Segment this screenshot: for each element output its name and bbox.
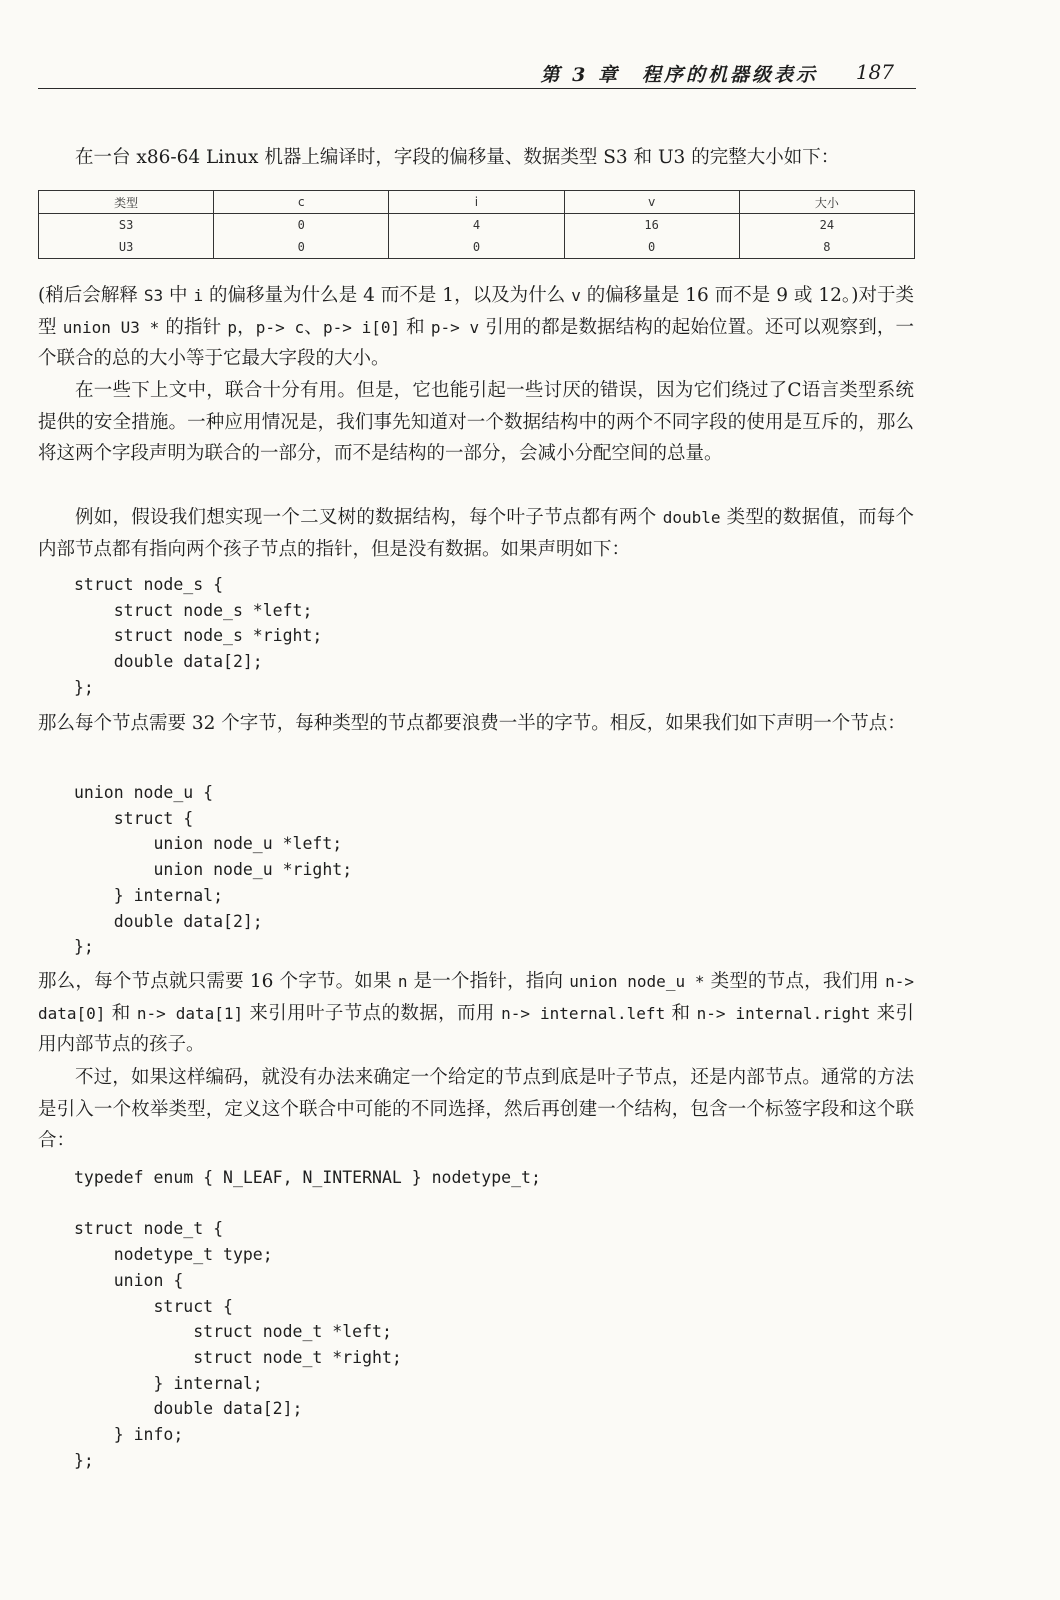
code-block-node-t: typedef enum { N_LEAF, N_INTERNAL } nodetype_t; struct node_t { nodetype_t type; union { struct { struct node_t *left; struct node_t *right; } internal; double data[2]; } info; }; [74,1168,541,1470]
paragraph-2: 在一些下上文中，联合十分有用。但是，它也能引起一些讨厌的错误，因为它们绕过了C语言类型系统提供的安全措施。一种应用情况是，我们事先知道对一个数据结构中的两个不同字段的使用是互斥的，那么将这两个字段声明为联合的一部分，而不是结构的一部分，会减小分配空间的总量。 [38,380,914,464]
running-header [38,56,916,89]
page-number: 187 [855,60,894,84]
code-block-node-s: struct node_s { struct node_s *left; struct node_s *right; double data[2]; }; [74,575,323,697]
offset-table [38,190,915,259]
table-cell: 8 [739,236,914,259]
table-cell: 0 [214,236,389,259]
paragraph-5: 那么，每个节点就只需要 16 个字节。如果 n 是一个指针，指向 union node_u * 类型的节点，我们用 n-> data[0] 和 n-> data[1] 来引用叶子节点的数据，而用 n-> internal.left 和 n-> internal.right 来引用内部节点的孩子。 [38,971,915,1055]
intro-paragraph: 在一台 x86-64 Linux 机器上编译时，字段的偏移量、数据类型 S3 和 U3 的完整大小如下： [75,147,840,168]
table-header-row [39,191,915,214]
chapter-title: 第 3 章 程序的机器级表示 [540,64,818,86]
paragraph-4: 那么每个节点需要 32 个字节，每种类型的节点都要浪费一半的字节。相反，如果我们如下声明一个节点： [38,713,906,734]
paragraph-3: 例如，假设我们想实现一个二叉树的数据结构，每个叶子节点都有两个 double 类型的数据值，而每个内部节点都有指向两个孩子节点的指针，但是没有数据。如果声明如下： [38,507,914,560]
table-cell: 0 [564,236,739,259]
table-header-cell: c [214,191,389,214]
paragraph-1: (稍后会解释 S3 中 i 的偏移量为什么是 4 而不是 1，以及为什么 v 的偏移量是 16 而不是 9 或 12。)对于类型 union U3 * 的指针 p，p-> c、p-> i[0] 和 p-> v 引用的都是数据结构的起始位置。还可以观察到，一个联合的总的大小等于它最大字段的大小。 [38,285,915,369]
table-header-cell: i [389,191,564,214]
table-cell: 16 [564,214,739,237]
table-row [39,236,915,259]
table-row [39,214,915,237]
table-cell: S3 [39,214,214,237]
table-header-cell: 大小 [739,191,914,214]
code-block-node-u: union node_u { struct { union node_u *left; union node_u *right; } internal; double data[2]; }; [74,783,353,957]
table-cell: 4 [389,214,564,237]
table-cell: 24 [739,214,914,237]
table-cell: U3 [39,236,214,259]
table-cell: 0 [389,236,564,259]
table-header-cell: v [564,191,739,214]
table-cell: 0 [214,214,389,237]
table-header-cell: 类型 [39,191,214,214]
paragraph-6: 不过，如果这样编码，就没有办法来确定一个给定的节点到底是叶子节点，还是内部节点。通常的方法是引入一个枚举类型，定义这个联合中可能的不同选择，然后再创建一个结构，包含一个标签字段和这个联合： [38,1067,914,1151]
